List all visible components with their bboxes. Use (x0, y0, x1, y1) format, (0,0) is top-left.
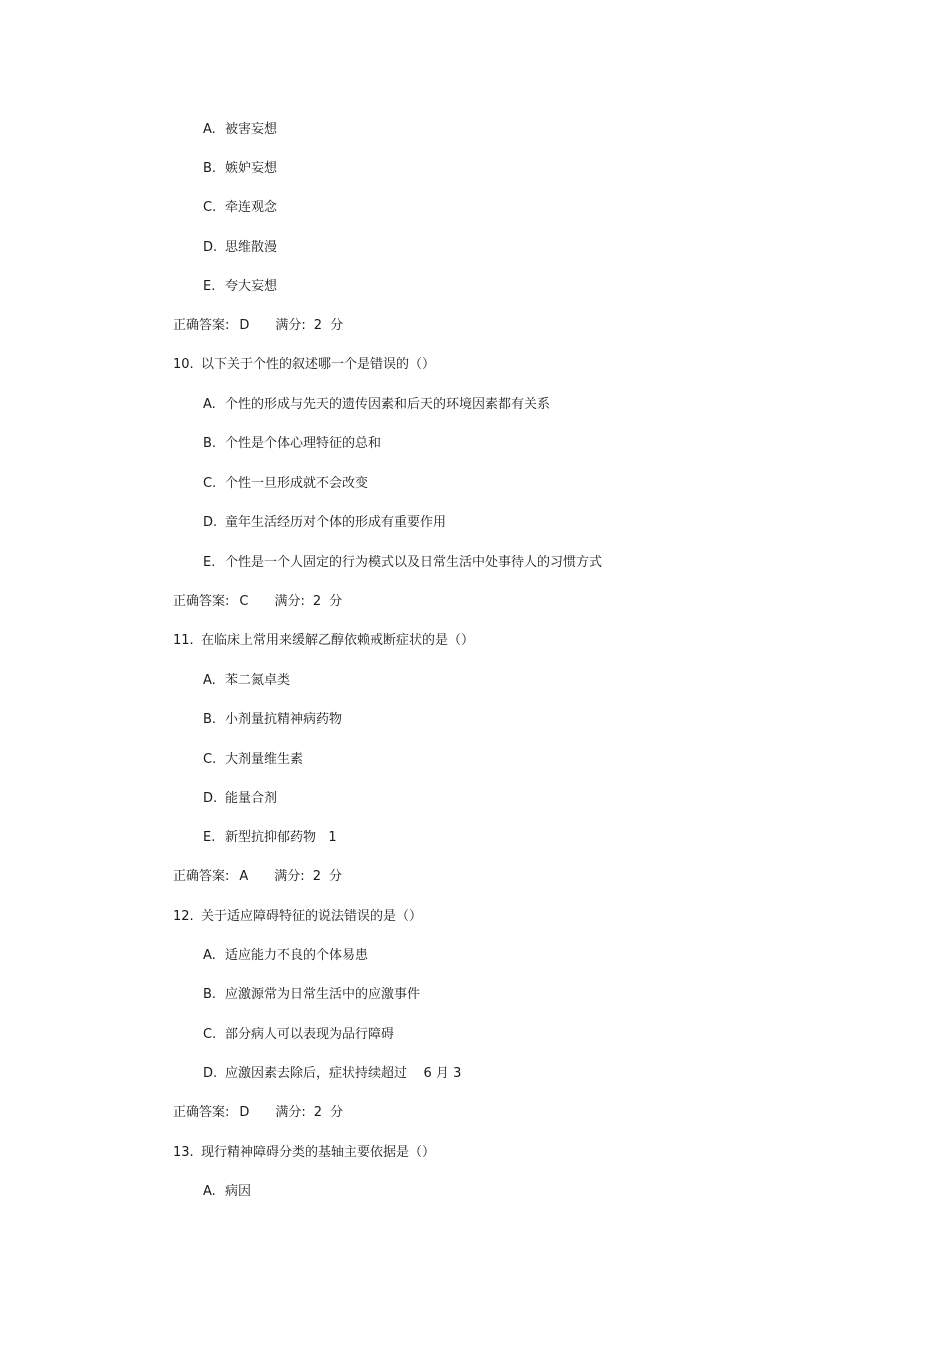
option-marker: A. (203, 1184, 216, 1199)
option-text: 个性是一个人固定的行为模式以及日常生活中处事待人的习惯方式 (225, 555, 603, 570)
option-line (203, 790, 277, 808)
option-line (203, 1026, 394, 1044)
answer-value: C (239, 594, 249, 609)
score-unit: 分 (329, 594, 343, 609)
option-text: 能量合剂 (225, 791, 278, 806)
option-marker: C. (203, 476, 217, 491)
option-text: 小剂量抗精神病药物 (225, 712, 343, 727)
option-line (203, 435, 381, 453)
option-text: 个性一旦形成就不会改变 (225, 476, 369, 491)
option-line (203, 1065, 461, 1083)
question-number: 11. (173, 633, 194, 648)
option-marker: A. (203, 397, 216, 412)
question-text: 以下关于个性的叙述哪一个是错误的（） (201, 357, 436, 372)
option-text: 应激因素去除后，症状持续超过 6 月 3 (225, 1066, 462, 1081)
answer-label: 正确答案: (173, 318, 230, 333)
answer-line (173, 317, 343, 335)
option-text: 童年生活经历对个体的形成有重要作用 (225, 515, 447, 530)
option-text: 嫉妒妄想 (225, 161, 278, 176)
option-text: 被害妄想 (225, 122, 278, 137)
score-unit: 分 (330, 318, 344, 333)
option-text: 苯二氮卓类 (225, 673, 291, 688)
option-line (203, 160, 277, 178)
score-value: 2 (312, 869, 321, 884)
option-marker: B. (203, 161, 217, 176)
score-label: 满分: (274, 869, 305, 884)
score-unit: 分 (328, 869, 342, 884)
option-line (203, 199, 277, 217)
question-text: 在临床上常用来缓解乙醇依赖戒断症状的是（） (201, 633, 475, 648)
option-marker: B. (203, 987, 217, 1002)
answer-value: A (239, 869, 249, 884)
answer-value: D (239, 318, 250, 333)
question-line (173, 356, 435, 374)
question-number: 13. (173, 1145, 194, 1160)
option-line (203, 947, 368, 965)
option-text: 适应能力不良的个体易患 (225, 948, 369, 963)
option-line (203, 514, 446, 532)
score-value: 2 (313, 1105, 323, 1120)
score-label: 满分: (275, 318, 306, 333)
option-text: 夸大妄想 (225, 279, 278, 294)
option-marker: E. (203, 279, 216, 294)
score-value: 2 (313, 318, 323, 333)
option-marker: A. (203, 948, 216, 963)
option-marker: B. (203, 436, 217, 451)
option-line (203, 396, 550, 414)
option-text: 新型抗抑郁药物 1 (225, 830, 337, 845)
answer-line (173, 1104, 343, 1122)
option-marker: A. (203, 673, 216, 688)
option-text: 大剂量维生素 (225, 752, 304, 767)
option-line (203, 239, 277, 257)
option-line (203, 986, 420, 1004)
option-line (203, 475, 368, 493)
option-marker: D. (203, 791, 218, 806)
option-text: 病因 (225, 1184, 252, 1199)
option-marker: A. (203, 122, 216, 137)
question-text: 现行精神障碍分类的基轴主要依据是（） (201, 1145, 436, 1160)
option-text: 应激源常为日常生活中的应激事件 (225, 987, 421, 1002)
question-line (173, 1144, 435, 1162)
option-marker: E. (203, 830, 216, 845)
option-marker: C. (203, 1027, 217, 1042)
option-line (203, 829, 337, 847)
option-marker: E. (203, 555, 216, 570)
option-line (203, 672, 290, 690)
question-line (173, 632, 474, 650)
option-line (203, 121, 277, 139)
answer-label: 正确答案: (173, 594, 230, 609)
question-number: 10. (173, 357, 194, 372)
option-text: 牵连观念 (225, 200, 278, 215)
answer-line (173, 868, 342, 886)
score-label: 满分: (274, 594, 305, 609)
option-marker: D. (203, 240, 218, 255)
answer-value: D (239, 1105, 250, 1120)
option-text: 个性的形成与先天的遗传因素和后天的环境因素都有关系 (225, 397, 551, 412)
option-marker: D. (203, 1066, 218, 1081)
answer-line (173, 593, 342, 611)
option-marker: C. (203, 200, 217, 215)
score-label: 满分: (275, 1105, 306, 1120)
option-line (203, 1183, 251, 1201)
option-line (203, 278, 277, 296)
option-line (203, 711, 342, 729)
option-text: 思维散漫 (225, 240, 278, 255)
option-marker: C. (203, 752, 217, 767)
option-marker: B. (203, 712, 217, 727)
option-line (203, 751, 303, 769)
question-number: 12. (173, 909, 194, 924)
option-line (203, 554, 602, 572)
score-unit: 分 (330, 1105, 344, 1120)
option-text: 部分病人可以表现为品行障碍 (225, 1027, 395, 1042)
question-text: 关于适应障碍特征的说法错误的是（） (201, 909, 423, 924)
option-marker: D. (203, 515, 218, 530)
question-line (173, 908, 422, 926)
score-value: 2 (312, 594, 322, 609)
answer-label: 正确答案: (173, 869, 230, 884)
answer-label: 正确答案: (173, 1105, 230, 1120)
option-text: 个性是个体心理特征的总和 (225, 436, 382, 451)
